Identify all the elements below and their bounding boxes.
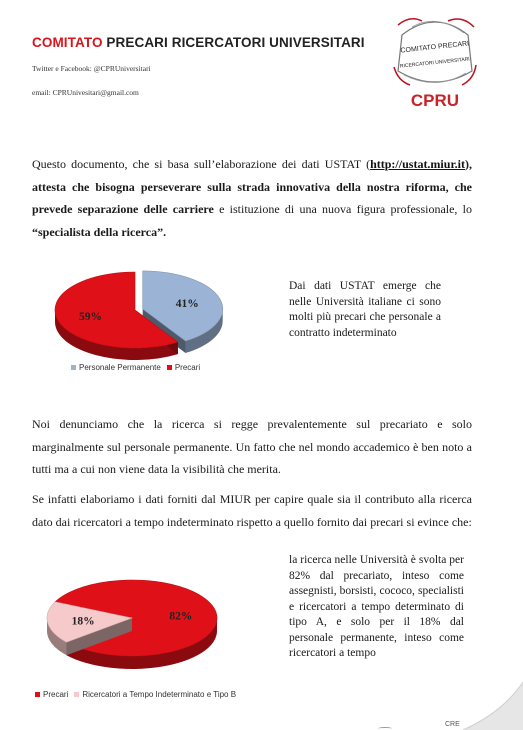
legend-item-2-1 (35, 690, 68, 699)
legend-label: Precari (174, 363, 201, 372)
header-title-black: PRECARI RICERCATORI UNIVERSITARI (106, 35, 365, 50)
chart-1 (40, 260, 230, 380)
chart-1-caption: Dai dati USTAT emerge che nelle Università italiane ci sono molti più precari che personale a contratto indeterminato (289, 280, 441, 339)
social-handle: Twitter e Facebook: @CPRUniversitari (32, 64, 151, 73)
intro-bold-1: separazione delle carriere (77, 202, 214, 216)
legend-swatch-icon (74, 692, 79, 697)
logo-line1: COMITATO PRECARI (400, 40, 470, 55)
pie-label-1-1: 41% (175, 298, 199, 311)
paragraph-2: Noi denunciamo che la ricerca si regge prevalentemente sul precariato e solo marginalmente sul personale permanente. Un fatto che nel mondo accademico è ben noto a tutti ma a cui non viene data la visibilità che merita. (32, 417, 472, 476)
header-title (32, 35, 365, 50)
legend-label: Ricercatori a Tempo Indeterminato e Tipo B (82, 690, 237, 699)
chart-2-caption: la ricerca nelle Università è svolta per 82% dal precariato, inteso come assegnisti, borsisti, cococo, specialisti e ricercatori a tempo determinato di tipo A, e solo per il 18% dal personale permanente, inteso come ricercatori a tempo (289, 554, 464, 659)
intro-bold-2: “specialista della ricerca”. (32, 224, 167, 239)
ustat-link[interactable]: http://ustat.miur.it (370, 157, 465, 171)
footer-mark: CRE (445, 721, 460, 728)
pie-label-2-2: 18% (71, 615, 95, 628)
legend-item-2-2 (74, 690, 236, 699)
email-address: email: CPRUnivesitari@gmail.com (32, 88, 139, 97)
pie-label-1-2: 59% (78, 310, 102, 323)
intro-text-b: ), attesta che bisogna perseverare sulla strada innovativa della nostra riforma, che prevede (32, 157, 472, 216)
paragraph-3: Se infatti elaboriamo i dati forniti dal MIUR per capire quale sia il contributo alla ricerca dato dai ricercatori a tempo indeterminato rispetto a quello fornito dai precari si evince che: (32, 492, 472, 529)
chart-2-legend (35, 690, 242, 699)
chart-1-legend (71, 363, 206, 372)
intro-text-c: e istituzione di una nuova figura professionale, lo (213, 202, 472, 216)
intro-text-a: Questo documento, che si basa sull’elaborazione dei dati USTAT ( (32, 157, 371, 171)
header-title-red: COMITATO (32, 35, 103, 50)
intro-paragraph (32, 153, 472, 243)
logo-text: CPRU (410, 91, 460, 109)
legend-item-1-1 (71, 363, 161, 372)
legend-label: Precari (43, 690, 69, 699)
legend-label: Personale Permanente (79, 363, 161, 372)
chart-2 (32, 570, 232, 682)
legend-item-1-2 (167, 363, 200, 372)
cpru-logo (392, 13, 478, 109)
legend-swatch-icon (71, 365, 76, 370)
logo-line2: RICERCATORI UNIVERSITARI (399, 56, 471, 70)
legend-swatch-icon (167, 365, 172, 370)
logo-badge-icon (394, 19, 476, 85)
legend-swatch-icon (35, 692, 40, 697)
pie-label-2-1: 82% (169, 610, 193, 623)
